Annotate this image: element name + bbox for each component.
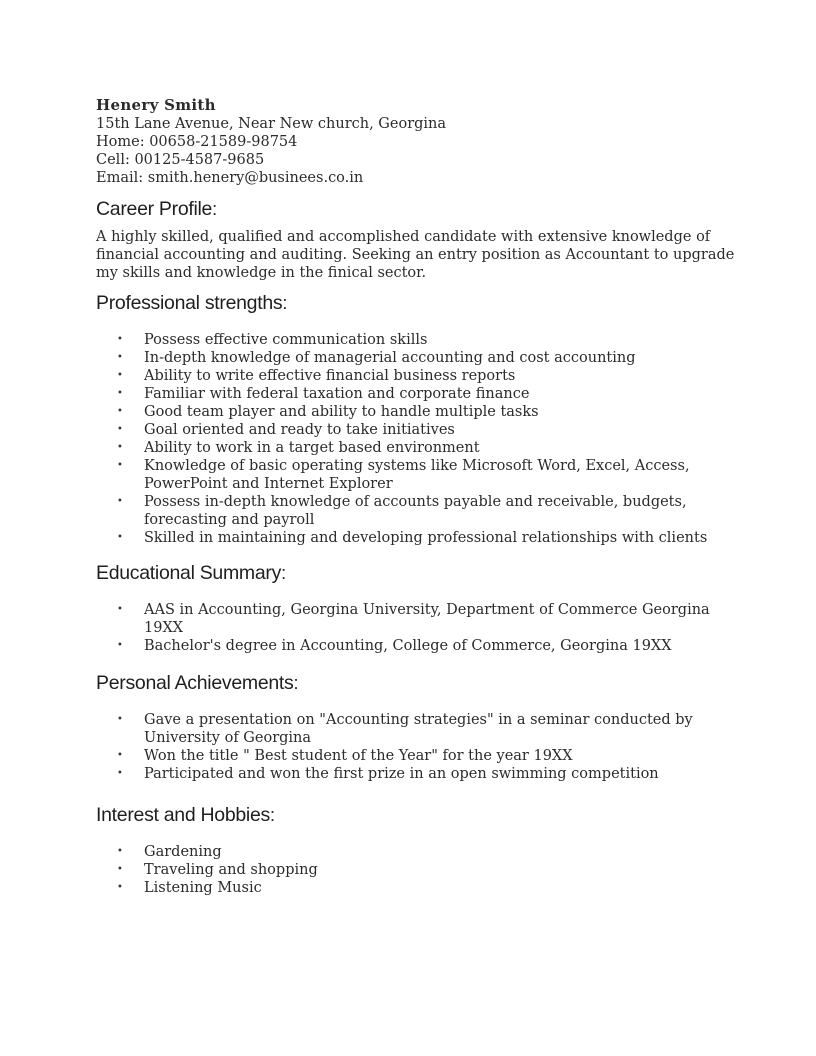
list-item: • Knowledge of basic operating systems like Microsoft Word, Excel, Access, PowerPoint and Internet Explorer bbox=[117, 458, 690, 492]
bullet-icon: • bbox=[117, 352, 123, 363]
bullet-icon: • bbox=[117, 370, 123, 381]
list-item: • Possess effective communication skills bbox=[117, 332, 428, 348]
address-line: 15th Lane Avenue, Near New church, Georgina bbox=[96, 116, 447, 132]
bullet-icon: • bbox=[117, 442, 123, 453]
hobbies-list bbox=[96, 843, 736, 897]
list-item: • Participated and won the first prize in an open swimming competition bbox=[117, 766, 659, 782]
home-phone: Home: 00658-21589-98754 bbox=[96, 134, 298, 150]
list-item: • Goal oriented and ready to take initiatives bbox=[117, 422, 455, 438]
list-item: • Ability to write effective financial business reports bbox=[117, 368, 516, 384]
bullet-icon: • bbox=[117, 496, 123, 507]
email-address: Email: smith.henery@businees.co.in bbox=[96, 170, 364, 186]
cell-phone: Cell: 00125-4587-9685 bbox=[96, 152, 265, 168]
list-item: • Possess in-depth knowledge of accounts payable and receivable, budgets, forecasting and payroll bbox=[117, 494, 687, 528]
list-item: • Bachelor's degree in Accounting, College of Commerce, Georgina 19XX bbox=[117, 638, 672, 654]
bullet-icon: • bbox=[117, 864, 123, 875]
achievements-list bbox=[96, 711, 736, 783]
education-list bbox=[96, 601, 736, 655]
bullet-icon: • bbox=[117, 424, 123, 435]
strengths-list bbox=[96, 331, 736, 547]
list-item: • Good team player and ability to handle multiple tasks bbox=[117, 404, 539, 420]
bullet-icon: • bbox=[117, 640, 123, 651]
resume-page bbox=[96, 93, 736, 897]
list-item: • Ability to work in a target based environment bbox=[117, 440, 480, 456]
bullet-icon: • bbox=[117, 604, 123, 615]
list-item: • In-depth knowledge of managerial accounting and cost accounting bbox=[117, 350, 636, 366]
list-item: • AAS in Accounting, Georgina University, Department of Commerce Georgina 19XX bbox=[117, 602, 710, 636]
bullet-icon: • bbox=[117, 406, 123, 417]
list-item: • Traveling and shopping bbox=[117, 862, 318, 878]
list-item: • Skilled in maintaining and developing professional relationships with clients bbox=[117, 530, 708, 546]
candidate-name: Henery Smith bbox=[96, 96, 216, 114]
bullet-icon: • bbox=[117, 388, 123, 399]
bullet-icon: • bbox=[117, 750, 123, 761]
bullet-icon: • bbox=[117, 532, 123, 543]
list-item: • Gave a presentation on "Accounting strategies" in a seminar conducted by University of Georgina bbox=[117, 712, 693, 746]
educational-summary-heading: Educational Summary: bbox=[96, 562, 286, 584]
bullet-icon: • bbox=[117, 334, 123, 345]
list-item: • Gardening bbox=[117, 844, 222, 860]
list-item: • Listening Music bbox=[117, 880, 262, 896]
bullet-icon: • bbox=[117, 714, 123, 725]
career-profile-text: A highly skilled, qualified and accomplished candidate with extensive knowledge of financial accounting and auditing. Seeking an entry position as Accountant to upgrade my skills and knowledge in the finical sector. bbox=[96, 229, 735, 281]
list-item: • Familiar with federal taxation and corporate finance bbox=[117, 386, 530, 402]
contact-block bbox=[96, 95, 736, 187]
list-item: • Won the title " Best student of the Year" for the year 19XX bbox=[117, 748, 573, 764]
professional-strengths-heading: Professional strengths: bbox=[96, 292, 288, 314]
bullet-icon: • bbox=[117, 460, 123, 471]
bullet-icon: • bbox=[117, 846, 123, 857]
interest-hobbies-heading: Interest and Hobbies: bbox=[96, 804, 275, 826]
bullet-icon: • bbox=[117, 768, 123, 779]
personal-achievements-heading: Personal Achievements: bbox=[96, 672, 299, 694]
career-profile-heading: Career Profile: bbox=[96, 198, 217, 220]
bullet-icon: • bbox=[117, 882, 123, 893]
